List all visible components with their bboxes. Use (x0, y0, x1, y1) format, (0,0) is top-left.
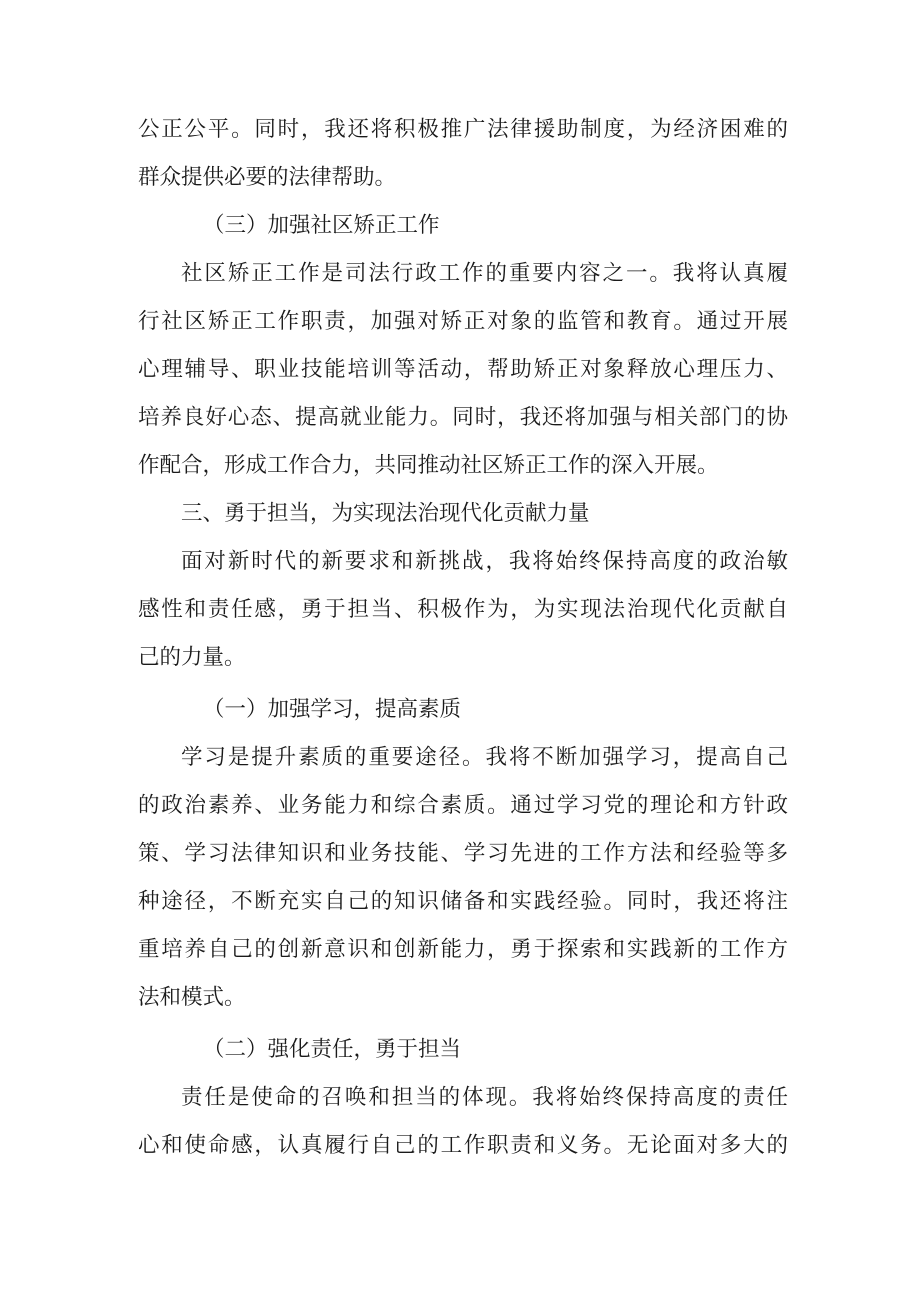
paragraph-line: 公正公平。同时，我还将积极推广法律援助制度，为经济困难的 (138, 117, 788, 142)
section-heading: （三）加强社区矫正工作 (203, 213, 440, 238)
paragraph-line: 责任是使命的召唤和担当的体现。我将始终保持高度的责任 (181, 1085, 788, 1110)
section-heading: （一）加强学习，提高素质 (203, 697, 462, 722)
paragraph-line: 培养良好心态、提高就业能力。同时，我还将加强与相关部门的协 (138, 405, 788, 430)
paragraph-line: 面对新时代的新要求和新挑战，我将始终保持高度的政治敏 (181, 549, 788, 574)
paragraph-line: 心理辅导、职业技能培训等活动，帮助矫正对象释放心理压力、 (138, 357, 788, 382)
section-heading: （二）强化责任，勇于担当 (203, 1037, 462, 1062)
paragraph-line: 心和使命感，认真履行自己的工作职责和义务。无论面对多大的 (138, 1133, 788, 1158)
paragraph-line: 法和模式。 (138, 985, 246, 1010)
paragraph-line: 作配合，形成工作合力，共同推动社区矫正工作的深入开展。 (138, 453, 719, 478)
paragraph-line: 策、学习法律知识和业务技能、学习先进的工作方法和经验等多 (138, 841, 788, 866)
paragraph-line: 社区矫正工作是司法行政工作的重要内容之一。我将认真履 (181, 261, 788, 286)
paragraph-line: 行社区矫正工作职责，加强对矫正对象的监管和教育。通过开展 (138, 309, 788, 334)
paragraph-line: 群众提供必要的法律帮助。 (138, 165, 397, 190)
paragraph-line: 感性和责任感，勇于担当、积极作为，为实现法治现代化贡献自 (138, 597, 788, 622)
paragraph-line: 重培养自己的创新意识和创新能力，勇于探索和实践新的工作方 (138, 937, 788, 962)
chapter-heading: 三、勇于担当，为实现法治现代化贡献力量 (181, 501, 590, 526)
paragraph-line: 的政治素养、业务能力和综合素质。通过学习党的理论和方针政 (138, 793, 788, 818)
paragraph-line: 种途径，不断充实自己的知识储备和实践经验。同时，我还将注 (138, 889, 788, 914)
paragraph-line: 己的力量。 (138, 645, 246, 670)
paragraph-line: 学习是提升素质的重要途径。我将不断加强学习，提高自己 (181, 745, 788, 770)
